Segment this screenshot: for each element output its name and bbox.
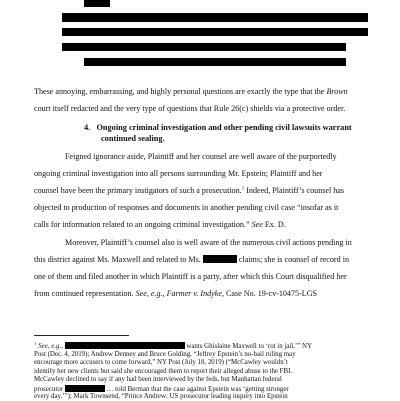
redaction-bar bbox=[65, 342, 185, 349]
body-line: Feigned ignorance aside, Plaintiff and her counsel are well aware of the purportedly bbox=[65, 152, 337, 161]
redaction-bar bbox=[62, 43, 346, 51]
redaction-bar bbox=[62, 13, 368, 22]
footnote-line: encourage more accusers to come forward,” NY Post (July 18, 2019) (“McCawley wouldn’t bbox=[34, 359, 288, 366]
redaction-bar bbox=[84, 0, 110, 7]
footnote-line: identify her new clients but said she encouraged them to report their alleged abuse to the FBI. bbox=[34, 367, 293, 375]
section-heading: continued sealing. bbox=[101, 134, 165, 143]
footnote-reference: 1 bbox=[241, 186, 245, 192]
body-line: These annoying, embarrassing, and highly personal questions are exactly the type that the Brown bbox=[34, 87, 348, 96]
body-line: objected to production of responses and documents in another pending civil case “insofar as it bbox=[34, 203, 339, 212]
redaction-bar bbox=[62, 28, 368, 36]
footnote-line: Post (Dec. 4, 2019); Andrew Denney and Bruce Golding, “Jeffrey Epstein’s no-bail ruling may bbox=[34, 350, 296, 358]
footnote-line: McCawley declined to say if any had been interviewed by the feds, but Manhattan federal bbox=[34, 376, 282, 383]
body-line: Moreover, Plaintiff’s counsel also is well aware of the numerous civil actions pending in bbox=[65, 238, 352, 247]
body-line: counsel have been the primary instigators of such a prosecution.$^1$ Indeed, Plaintiff’s counsel has bbox=[34, 186, 345, 195]
redaction-bar bbox=[65, 385, 105, 392]
footnote-line: $^1$ See, e.g., wants Ghislaine Maxwell to ‘rot in jail,’” NY bbox=[34, 342, 312, 350]
footnote-line: prosecutor … told Berman that the case against Epstein was ‘getting stronger bbox=[34, 385, 289, 393]
redaction-bar bbox=[84, 58, 346, 66]
body-line: calls for information related to an ongoing criminal investigation.” See Ex. D. bbox=[34, 220, 286, 229]
body-line: ongoing criminal investigation into all persons surrounding Mr. Epstein; Plaintiff and her bbox=[34, 169, 323, 178]
redaction-bar bbox=[203, 255, 237, 263]
footnote-line: every day.’”); Mark Townsend, “Prince Andrew: US prosecutor leading inquiry into Epstein bbox=[34, 393, 288, 400]
footnote-separator bbox=[34, 335, 129, 336]
body-line: from continued representation. See, e.g., Farmer v. Indyke, Case No. 19-cv-10475-LGS bbox=[34, 289, 318, 298]
body-line: one of them and filed another in which Plaintiff is a party, after which this Court disqualified her bbox=[34, 272, 347, 281]
section-heading: 4. Ongoing criminal investigation and other pending civil lawsuits warrant bbox=[84, 123, 352, 132]
body-line: court itself redacted and the very type of questions that Rule 26(c) shields via a protective order. bbox=[34, 104, 346, 113]
body-line: this district against Ms. Maxwell and related to Ms. claims; she is counsel of record in bbox=[34, 255, 349, 264]
